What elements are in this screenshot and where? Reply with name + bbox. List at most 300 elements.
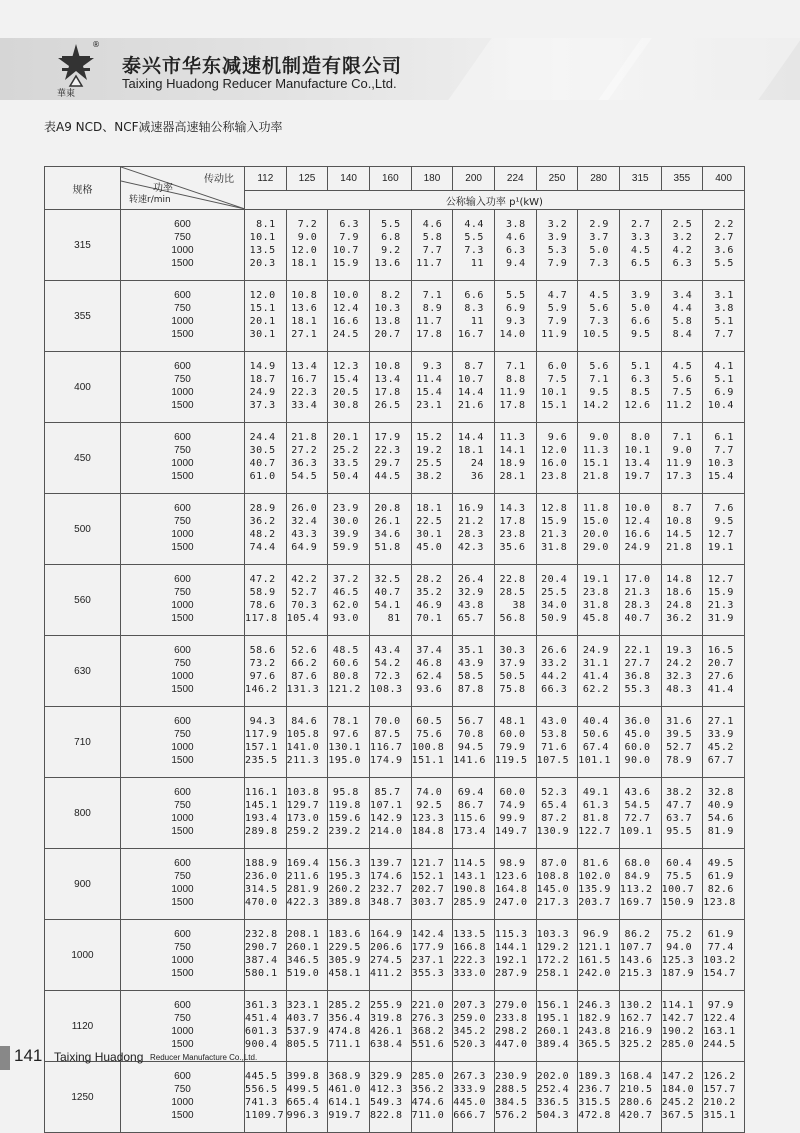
- power-cell: [369, 991, 411, 1062]
- size-cell: 800: [45, 778, 121, 849]
- power-value: 4.7: [547, 290, 568, 302]
- power-value: 105.4: [286, 612, 320, 624]
- power-cell: [453, 849, 495, 920]
- power-value: 255.9: [369, 1000, 403, 1012]
- power-cell: [328, 991, 370, 1062]
- power-value: 222.3: [453, 955, 486, 966]
- power-value: 356.4: [328, 1013, 361, 1025]
- power-value: 6.9: [506, 303, 526, 315]
- power-value: 14.1: [499, 445, 526, 457]
- power-value: 40.7: [624, 612, 651, 624]
- power-value: 39.5: [666, 729, 693, 741]
- power-value: 17.8: [416, 328, 443, 340]
- company-name-en: Taixing Huadong Reducer Manufacture Co.,Ltd.: [122, 76, 397, 91]
- power-value: 173.4: [453, 825, 486, 837]
- power-value: 9.3: [506, 316, 526, 327]
- power-value: 9.4: [506, 257, 526, 269]
- power-value: 117.9: [245, 729, 278, 741]
- power-value: 23.1: [416, 399, 443, 411]
- power-value: 233.8: [494, 1013, 528, 1025]
- power-value: 16.5: [707, 645, 734, 657]
- power-value: 211.3: [286, 754, 320, 766]
- speed-cell: [121, 636, 245, 707]
- power-value: 52.7: [666, 742, 693, 753]
- power-value: 27.6: [707, 671, 734, 682]
- power-value: 61.9: [707, 871, 734, 883]
- power-value: 420.7: [619, 1109, 653, 1121]
- power-value: 32.4: [291, 516, 318, 528]
- power-value: 10.8: [291, 290, 318, 302]
- table-row: [45, 281, 745, 352]
- power-cell: [661, 281, 703, 352]
- power-value: 24.9: [624, 541, 651, 553]
- power-value: 22.3: [374, 445, 401, 457]
- power-cell: [494, 920, 536, 991]
- power-value: 445.0: [453, 1097, 486, 1108]
- power-value: 474.8: [328, 1026, 361, 1037]
- power-value: 399.8: [286, 1071, 320, 1083]
- power-cell: [369, 636, 411, 707]
- size-cell: 710: [45, 707, 121, 778]
- power-cell: [661, 991, 703, 1062]
- power-cell: [245, 565, 287, 636]
- power-value: 36.3: [291, 458, 318, 469]
- power-value: 16.9: [457, 503, 484, 515]
- power-value: 65.7: [457, 612, 484, 624]
- power-value: 45.0: [416, 541, 443, 553]
- power-value: 45.8: [582, 612, 609, 624]
- power-cell: [619, 494, 661, 565]
- power-value: 24.8: [666, 600, 693, 611]
- power-cell: [369, 849, 411, 920]
- power-value: 74.4: [249, 541, 276, 553]
- power-cell: [703, 423, 745, 494]
- speed-value: 600: [174, 574, 191, 586]
- power-cell: [703, 1062, 745, 1133]
- power-value: 3.4: [672, 290, 693, 302]
- power-value: 52.7: [291, 587, 318, 599]
- power-value: 97.6: [332, 729, 359, 741]
- power-value: 121.1: [578, 942, 611, 954]
- speed-cell: [121, 423, 245, 494]
- power-value: 70.1: [416, 612, 443, 624]
- power-value: 49.1: [582, 787, 609, 799]
- power-cell: [494, 281, 536, 352]
- power-value: 202.7: [411, 884, 445, 895]
- power-cell: [494, 707, 536, 778]
- power-value: 114.1: [661, 1000, 695, 1012]
- power-value: 21.6: [457, 399, 484, 411]
- power-value: 54.5: [291, 470, 318, 482]
- power-value: 260.1: [536, 1026, 570, 1037]
- speed-value: 750: [174, 658, 191, 670]
- power-value: 315.5: [578, 1097, 611, 1108]
- power-value: 59.9: [332, 541, 359, 553]
- power-value: 20.4: [541, 574, 568, 586]
- power-value: 8.7: [464, 361, 484, 373]
- power-value: 214.0: [369, 825, 403, 837]
- power-value: 81: [387, 612, 401, 624]
- power-cell: [411, 849, 453, 920]
- power-value: 123.6: [494, 871, 528, 883]
- power-cell: [328, 494, 370, 565]
- power-cell: [328, 423, 370, 494]
- speed-cell: [121, 210, 245, 281]
- corner-cell: [121, 167, 245, 210]
- power-value: 33.5: [332, 458, 359, 469]
- power-value: 21.3: [707, 600, 734, 611]
- power-value: 19.7: [624, 470, 651, 482]
- power-cell: [328, 565, 370, 636]
- power-value: 14.0: [499, 328, 526, 340]
- power-value: 499.5: [286, 1084, 320, 1096]
- size-cell: 1120: [45, 991, 121, 1062]
- power-value: 151.1: [411, 754, 445, 766]
- power-value: 35.2: [416, 587, 443, 599]
- speed-value: 750: [174, 1013, 191, 1025]
- power-value: 75.2: [666, 929, 693, 941]
- logo-text: 華東: [57, 89, 76, 99]
- power-value: 17.8: [499, 516, 526, 528]
- power-cell: [328, 636, 370, 707]
- power-value: 21.2: [457, 516, 484, 528]
- power-value: 93.0: [332, 612, 359, 624]
- speed-cell: [121, 778, 245, 849]
- power-value: 315.1: [703, 1109, 736, 1121]
- power-value: 280.6: [619, 1097, 653, 1108]
- power-value: 23.8: [582, 587, 609, 599]
- power-cell: [369, 1062, 411, 1133]
- power-cell: [245, 423, 287, 494]
- power-cell: [661, 494, 703, 565]
- size-cell: 1250: [45, 1062, 121, 1133]
- power-value: 4.6: [422, 219, 443, 231]
- power-value: 504.3: [536, 1109, 570, 1121]
- power-value: 6.3: [339, 219, 359, 231]
- power-value: 365.5: [578, 1038, 611, 1050]
- power-cell: [369, 920, 411, 991]
- power-value: 190.8: [453, 884, 486, 895]
- power-value: 94.3: [249, 716, 276, 728]
- power-value: 11: [470, 257, 484, 269]
- power-value: 21.3: [624, 587, 651, 599]
- ratio-header: 112: [245, 167, 287, 191]
- speed-value: 600: [174, 1071, 191, 1083]
- power-value: 384.5: [494, 1097, 528, 1108]
- power-value: 103.2: [703, 955, 736, 966]
- speed-value: 1000: [171, 884, 194, 895]
- speed-value: 1000: [171, 742, 194, 753]
- power-value: 123.3: [411, 813, 445, 824]
- power-value: 62.2: [582, 683, 609, 695]
- power-cell: [703, 991, 745, 1062]
- power-cell: [453, 707, 495, 778]
- power-value: 159.6: [328, 813, 361, 824]
- power-value: 142.7: [661, 1013, 695, 1025]
- power-value: 174.9: [369, 754, 403, 766]
- power-value: 30.8: [332, 399, 359, 411]
- power-value: 12.0: [249, 290, 276, 302]
- power-value: 348.7: [369, 896, 403, 908]
- speed-value: 750: [174, 516, 191, 528]
- power-value: 305.9: [328, 955, 361, 966]
- power-value: 192.1: [494, 955, 528, 966]
- power-value: 18.1: [416, 503, 443, 515]
- power-cell: [286, 423, 328, 494]
- power-value: 184.8: [411, 825, 445, 837]
- power-value: 30.1: [249, 328, 276, 340]
- power-value: 25.5: [416, 458, 443, 469]
- power-value: 9.0: [297, 232, 318, 244]
- power-value: 60.6: [332, 658, 359, 670]
- speed-value: 1500: [171, 1038, 194, 1050]
- power-value: 235.5: [245, 754, 278, 766]
- power-cell: [536, 636, 578, 707]
- power-value: 114.5: [453, 858, 486, 870]
- power-value: 93.6: [416, 683, 443, 695]
- table-row: [45, 1062, 745, 1133]
- power-value: 21.3: [541, 529, 568, 540]
- power-value: 87.5: [374, 729, 401, 741]
- power-value: 190.2: [661, 1026, 695, 1037]
- power-value: 31.8: [582, 600, 609, 611]
- power-value: 6.1: [714, 432, 734, 444]
- power-value: 50.4: [332, 470, 359, 482]
- power-value: 36.0: [624, 716, 651, 728]
- power-value: 20.0: [582, 529, 609, 540]
- power-value: 58.6: [249, 645, 276, 657]
- power-value: 26.4: [457, 574, 484, 586]
- power-value: 426.1: [369, 1026, 403, 1037]
- power-value: 36.8: [624, 671, 651, 682]
- power-value: 28.3: [624, 600, 651, 611]
- power-value: 45.0: [624, 729, 651, 741]
- power-value: 556.5: [245, 1084, 278, 1096]
- power-value: 2.2: [714, 219, 734, 231]
- power-value: 37.3: [249, 399, 276, 411]
- power-cell: [536, 352, 578, 423]
- power-value: 46.8: [416, 658, 443, 670]
- power-value: 3.8: [714, 303, 734, 315]
- power-cell: [494, 778, 536, 849]
- power-value: 75.6: [416, 729, 443, 741]
- power-value: 36.2: [666, 612, 693, 624]
- power-value: 123.8: [703, 896, 736, 908]
- power-value: 54.1: [374, 600, 401, 611]
- power-value: 81.6: [582, 858, 609, 870]
- power-value: 389.4: [536, 1038, 570, 1050]
- power-value: 285.0: [411, 1071, 445, 1083]
- power-value: 411.2: [369, 967, 403, 979]
- speed-value: 750: [174, 303, 191, 315]
- size-cell: 355: [45, 281, 121, 352]
- power-value: 92.5: [416, 800, 443, 812]
- power-cell: [411, 281, 453, 352]
- power-cell: [369, 423, 411, 494]
- power-value: 20.1: [249, 316, 276, 327]
- power-value: 85.7: [374, 787, 401, 799]
- power-value: 40.7: [249, 458, 276, 469]
- power-value: 27.1: [291, 328, 318, 340]
- power-value: 195.0: [328, 754, 361, 766]
- speed-value: 1500: [171, 328, 194, 340]
- power-cell: [453, 423, 495, 494]
- power-value: 43.9: [457, 658, 484, 670]
- power-value: 32.5: [374, 574, 401, 586]
- power-value: 1109.7: [245, 1109, 285, 1121]
- power-value: 24.2: [666, 658, 693, 670]
- power-value: 5.0: [589, 245, 609, 256]
- speed-cell: [121, 494, 245, 565]
- power-value: 105.8: [286, 729, 320, 741]
- power-cell: [703, 778, 745, 849]
- power-value: 3.6: [714, 245, 734, 256]
- speed-cell: [121, 281, 245, 352]
- power-value: 14.8: [666, 574, 693, 586]
- speed-value: 750: [174, 445, 191, 457]
- power-value: 16.6: [624, 529, 651, 540]
- power-value: 22.5: [416, 516, 443, 528]
- power-value: 11.4: [416, 374, 443, 386]
- power-value: 236.0: [245, 871, 278, 883]
- power-value: 13.6: [291, 303, 318, 315]
- power-value: 66.2: [291, 658, 318, 670]
- power-value: 6.3: [506, 245, 526, 256]
- power-value: 133.5: [453, 929, 486, 941]
- power-value: 288.5: [494, 1084, 528, 1096]
- speed-value: 600: [174, 219, 191, 231]
- power-value: 61.3: [582, 800, 609, 812]
- power-value: 345.2: [453, 1026, 486, 1037]
- power-value: 367.5: [661, 1109, 695, 1121]
- power-value: 36.2: [249, 516, 276, 528]
- power-cell: [578, 281, 620, 352]
- power-value: 7.2: [297, 219, 318, 231]
- power-value: 142.9: [369, 813, 403, 824]
- power-value: 60.0: [499, 787, 526, 799]
- power-cell: [286, 849, 328, 920]
- power-value: 23.8: [499, 529, 526, 540]
- power-value: 368.9: [328, 1071, 361, 1083]
- power-value: 60.0: [499, 729, 526, 741]
- power-value: 50.6: [582, 729, 609, 741]
- power-value: 189.3: [578, 1071, 611, 1083]
- power-cell: [245, 352, 287, 423]
- power-value: 157.1: [245, 742, 278, 753]
- power-value: 4.4: [464, 219, 484, 231]
- table-row: [45, 565, 745, 636]
- power-value: 113.2: [619, 884, 653, 895]
- ratio-header: 125: [286, 167, 328, 191]
- power-value: 38.2: [666, 787, 693, 799]
- power-value: 314.5: [245, 884, 278, 895]
- power-value: 11.2: [666, 399, 693, 411]
- power-value: 94.0: [666, 942, 693, 954]
- power-cell: [411, 210, 453, 281]
- power-cell: [369, 210, 411, 281]
- power-value: 63.7: [666, 813, 693, 824]
- power-cell: [328, 210, 370, 281]
- power-value: 9.2: [381, 245, 401, 256]
- power-value: 11.3: [582, 445, 609, 457]
- power-value: 129.2: [536, 942, 570, 954]
- power-value: 18.6: [666, 587, 693, 599]
- size-cell: 315: [45, 210, 121, 281]
- power-cell: [494, 1062, 536, 1133]
- power-cell: [411, 707, 453, 778]
- power-value: 13.4: [291, 361, 318, 373]
- power-value: 19.1: [707, 541, 734, 553]
- power-value: 285.0: [661, 1038, 695, 1050]
- power-value: 18.1: [291, 257, 318, 269]
- power-value: 230.9: [494, 1071, 528, 1083]
- power-value: 19.1: [582, 574, 609, 586]
- power-value: 3.1: [714, 290, 734, 302]
- power-value: 62.4: [416, 671, 443, 682]
- power-value: 69.4: [457, 787, 484, 799]
- power-value: 47.2: [249, 574, 276, 586]
- power-cell: [619, 565, 661, 636]
- power-value: 37.2: [332, 574, 359, 586]
- power-value: 236.7: [578, 1084, 611, 1096]
- power-value: 164.9: [369, 929, 403, 941]
- power-value: 33.2: [541, 658, 568, 670]
- power-value: 276.3: [411, 1013, 445, 1025]
- power-value: 216.9: [619, 1026, 653, 1037]
- power-value: 46.9: [416, 600, 443, 611]
- power-cell: [536, 565, 578, 636]
- power-value: 289.8: [245, 825, 278, 837]
- power-value: 368.2: [411, 1026, 445, 1037]
- power-cell: [536, 423, 578, 494]
- power-value: 143.1: [453, 871, 486, 883]
- power-value: 60.0: [624, 742, 651, 753]
- power-value: 125.3: [661, 955, 695, 966]
- power-cell: [286, 565, 328, 636]
- power-value: 87.6: [291, 671, 318, 682]
- power-cell: [245, 281, 287, 352]
- power-cell: [703, 920, 745, 991]
- power-cell: [245, 636, 287, 707]
- power-value: 130.9: [536, 825, 570, 837]
- speed-value: 1500: [171, 754, 194, 766]
- speed-value: 1000: [171, 1097, 194, 1108]
- power-cell: [369, 707, 411, 778]
- speed-value: 1000: [171, 245, 194, 256]
- power-cell: [328, 849, 370, 920]
- power-value: 3.9: [547, 232, 568, 244]
- power-value: 17.8: [499, 399, 526, 411]
- power-value: 5.9: [547, 303, 568, 315]
- power-value: 7.5: [547, 374, 568, 386]
- power-cell: [536, 778, 578, 849]
- power-value: 16.6: [332, 316, 359, 327]
- power-value: 17.0: [624, 574, 651, 586]
- power-value: 7.9: [547, 257, 568, 269]
- power-value: 162.7: [619, 1013, 653, 1025]
- power-value: 285.2: [328, 1000, 361, 1012]
- power-value: 17.3: [666, 470, 693, 482]
- power-value: 90.0: [624, 754, 651, 766]
- power-value: 130.1: [328, 742, 361, 753]
- power-value: 6.8: [381, 232, 401, 244]
- power-table: [44, 166, 745, 1133]
- power-cell: [245, 1062, 287, 1133]
- power-value: 30.3: [499, 645, 526, 657]
- power-value: 258.1: [536, 967, 570, 979]
- power-value: 15.1: [582, 458, 609, 469]
- power-value: 7.1: [672, 432, 693, 444]
